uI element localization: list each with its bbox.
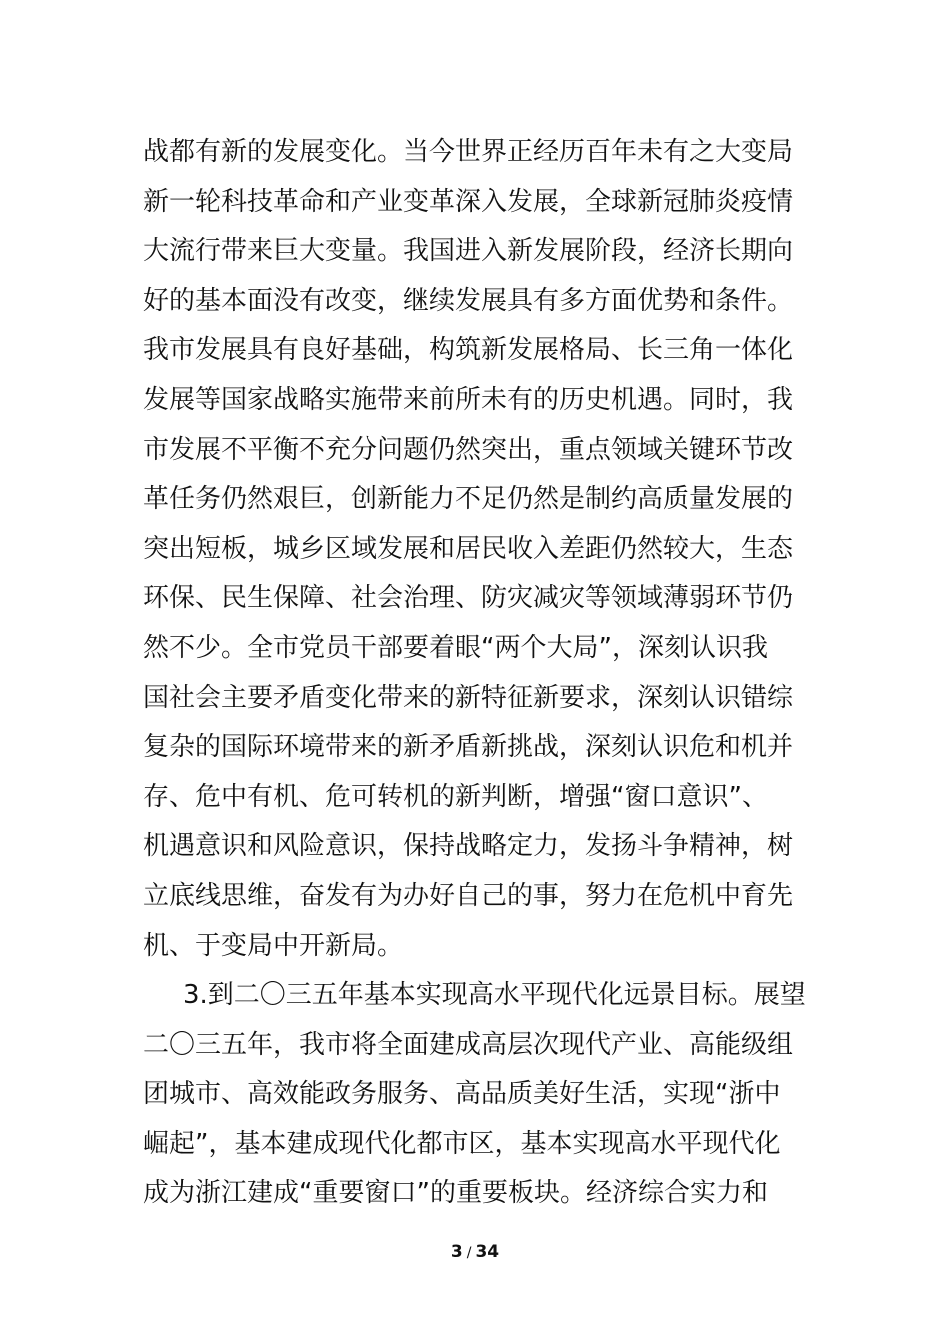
text-line: 国社会主要矛盾变化带来的新特征新要求，深刻认识错综 [143,682,794,713]
total-page-count: 34 [475,1242,500,1262]
text-line: 市发展不平衡不充分问题仍然突出，重点领域关键环节改 [143,434,794,465]
text-line: 机遇意识和风险意识，保持战略定力，发扬斗争精神，树 [143,831,794,862]
text-line: 立底线思维，奋发有为办好自己的事，努力在危机中育先 [143,880,794,911]
text-line: 革任务仍然艰巨，创新能力不足仍然是制约高质量发展的 [143,484,794,515]
text-line: 好的基本面没有改变，继续发展具有多方面优势和条件。 [143,285,794,316]
text-line: 新一轮科技革命和产业变革深入发展，全球新冠肺炎疫情 [143,186,794,217]
text-line: 突出短板，城乡区域发展和居民收入差距仍然较大，生态 [143,533,794,564]
text-line: 团城市、高效能政务服务、高品质美好生活，实现“浙中 [143,1079,781,1110]
text-line: 二〇三五年，我市将全面建成高层次现代产业、高能级组 [143,1029,794,1060]
section-heading-line: 3.到二〇三五年基本实现高水平现代化远景目标。展望 [183,980,806,1011]
page-number [0,1240,950,1264]
page-separator: / [466,1245,472,1261]
text-line: 大流行带来巨大变量。我国进入新发展阶段，经济长期向 [143,236,794,267]
text-line: 战都有新的发展变化。当今世界正经历百年未有之大变局 [143,137,794,167]
text-line: 复杂的国际环境带来的新矛盾新挑战，深刻认识危和机并 [143,732,794,763]
text-line: 崛起”，基本建成现代化都市区，基本实现高水平现代化 [143,1128,781,1159]
body-text [143,128,813,1219]
text-line: 我市发展具有良好基础，构筑新发展格局、长三角一体化 [143,335,794,366]
text-line: 然不少。全市党员干部要着眼“两个大局”，深刻认识我 [143,632,768,663]
current-page-number: 3 [450,1242,463,1262]
text-line: 发展等国家战略实施带来前所未有的历史机遇。同时，我 [143,384,794,415]
text-line: 机、于变局中开新局。 [143,930,404,961]
text-line: 存、危中有机、危可转机的新判断，增强“窗口意识”、 [143,781,768,812]
text-line: 成为浙江建成“重要窗口”的重要板块。经济综合实力和 [143,1178,768,1209]
text-line: 环保、民生保障、社会治理、防灾减灾等领域薄弱环节仍 [143,583,794,614]
